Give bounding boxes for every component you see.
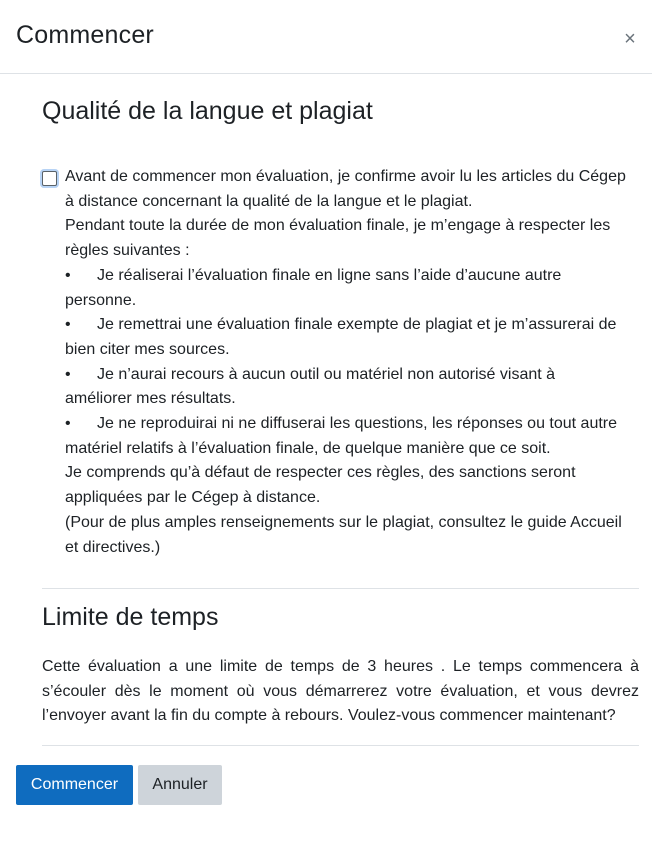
rule-item [65, 363, 640, 388]
consent-line: personne. [65, 291, 137, 309]
bullet: • [65, 365, 71, 383]
consent-line: à distance concernant la qualité de la langue et le plagiat. [65, 192, 473, 210]
rule-text: Je réaliserai l’évaluation finale en ligne sans l’aide d’aucune autre [97, 266, 562, 284]
divider [42, 745, 639, 746]
consent-checkbox[interactable] [42, 171, 57, 186]
consent-line: et directives.) [65, 538, 161, 556]
rule-item [65, 412, 640, 437]
rule-item [65, 264, 640, 289]
consent-line: Pendant toute la durée de mon évaluation finale, je m’engage à respecter les [65, 217, 611, 235]
cancel-button[interactable]: Annuler [138, 765, 222, 805]
rule-text: Je ne reproduirai ni ne diffuserai les questions, les réponses ou tout autre [97, 415, 618, 433]
time-limit-line: l’envoyer avant la fin du compte à rebours. Voulez-vous commencer maintenant? [42, 707, 616, 725]
modal-title: Commencer [16, 21, 154, 49]
consent-line: matériel relatifs à l’évaluation finale, de quelque manière que ce soit. [65, 439, 551, 457]
divider [42, 588, 639, 589]
time-limit-line: Cette évaluation a une limite de temps de 3 heures . Le temps commencera à [42, 658, 639, 675]
rule-text: Je n’aurai recours à aucun outil ou matériel non autorisé visant à [97, 365, 556, 383]
close-icon[interactable]: × [624, 28, 636, 50]
section-title-language: Qualité de la langue et plagiat [42, 97, 373, 125]
consent-line: bien citer mes sources. [65, 340, 230, 358]
bullet: • [65, 415, 71, 433]
rule-item [65, 313, 640, 338]
consent-text [65, 165, 640, 560]
time-limit-line: s’écouler dès le moment où vous démarrerez votre évaluation, et vous devrez [42, 682, 639, 700]
consent-line: améliorer mes résultats. [65, 390, 236, 408]
bullet: • [65, 266, 71, 284]
consent-line: appliquées par le Cégep à distance. [65, 489, 321, 507]
start-button[interactable]: Commencer [16, 765, 133, 805]
consent-line: règles suivantes : [65, 242, 190, 260]
modal-header [0, 0, 652, 74]
rule-text: Je remettrai une évaluation finale exempte de plagiat et je m’assurerai de [97, 316, 617, 334]
consent-line: (Pour de plus amples renseignements sur le plagiat, consultez le guide Accueil [65, 513, 622, 531]
consent-line: Avant de commencer mon évaluation, je confirme avoir lu les articles du Cégep [65, 168, 626, 185]
time-limit-text [42, 655, 639, 729]
section-title-time-limit: Limite de temps [42, 603, 219, 631]
bullet: • [65, 316, 71, 334]
consent-line: Je comprends qu’à défaut de respecter ces règles, des sanctions seront [65, 464, 576, 482]
